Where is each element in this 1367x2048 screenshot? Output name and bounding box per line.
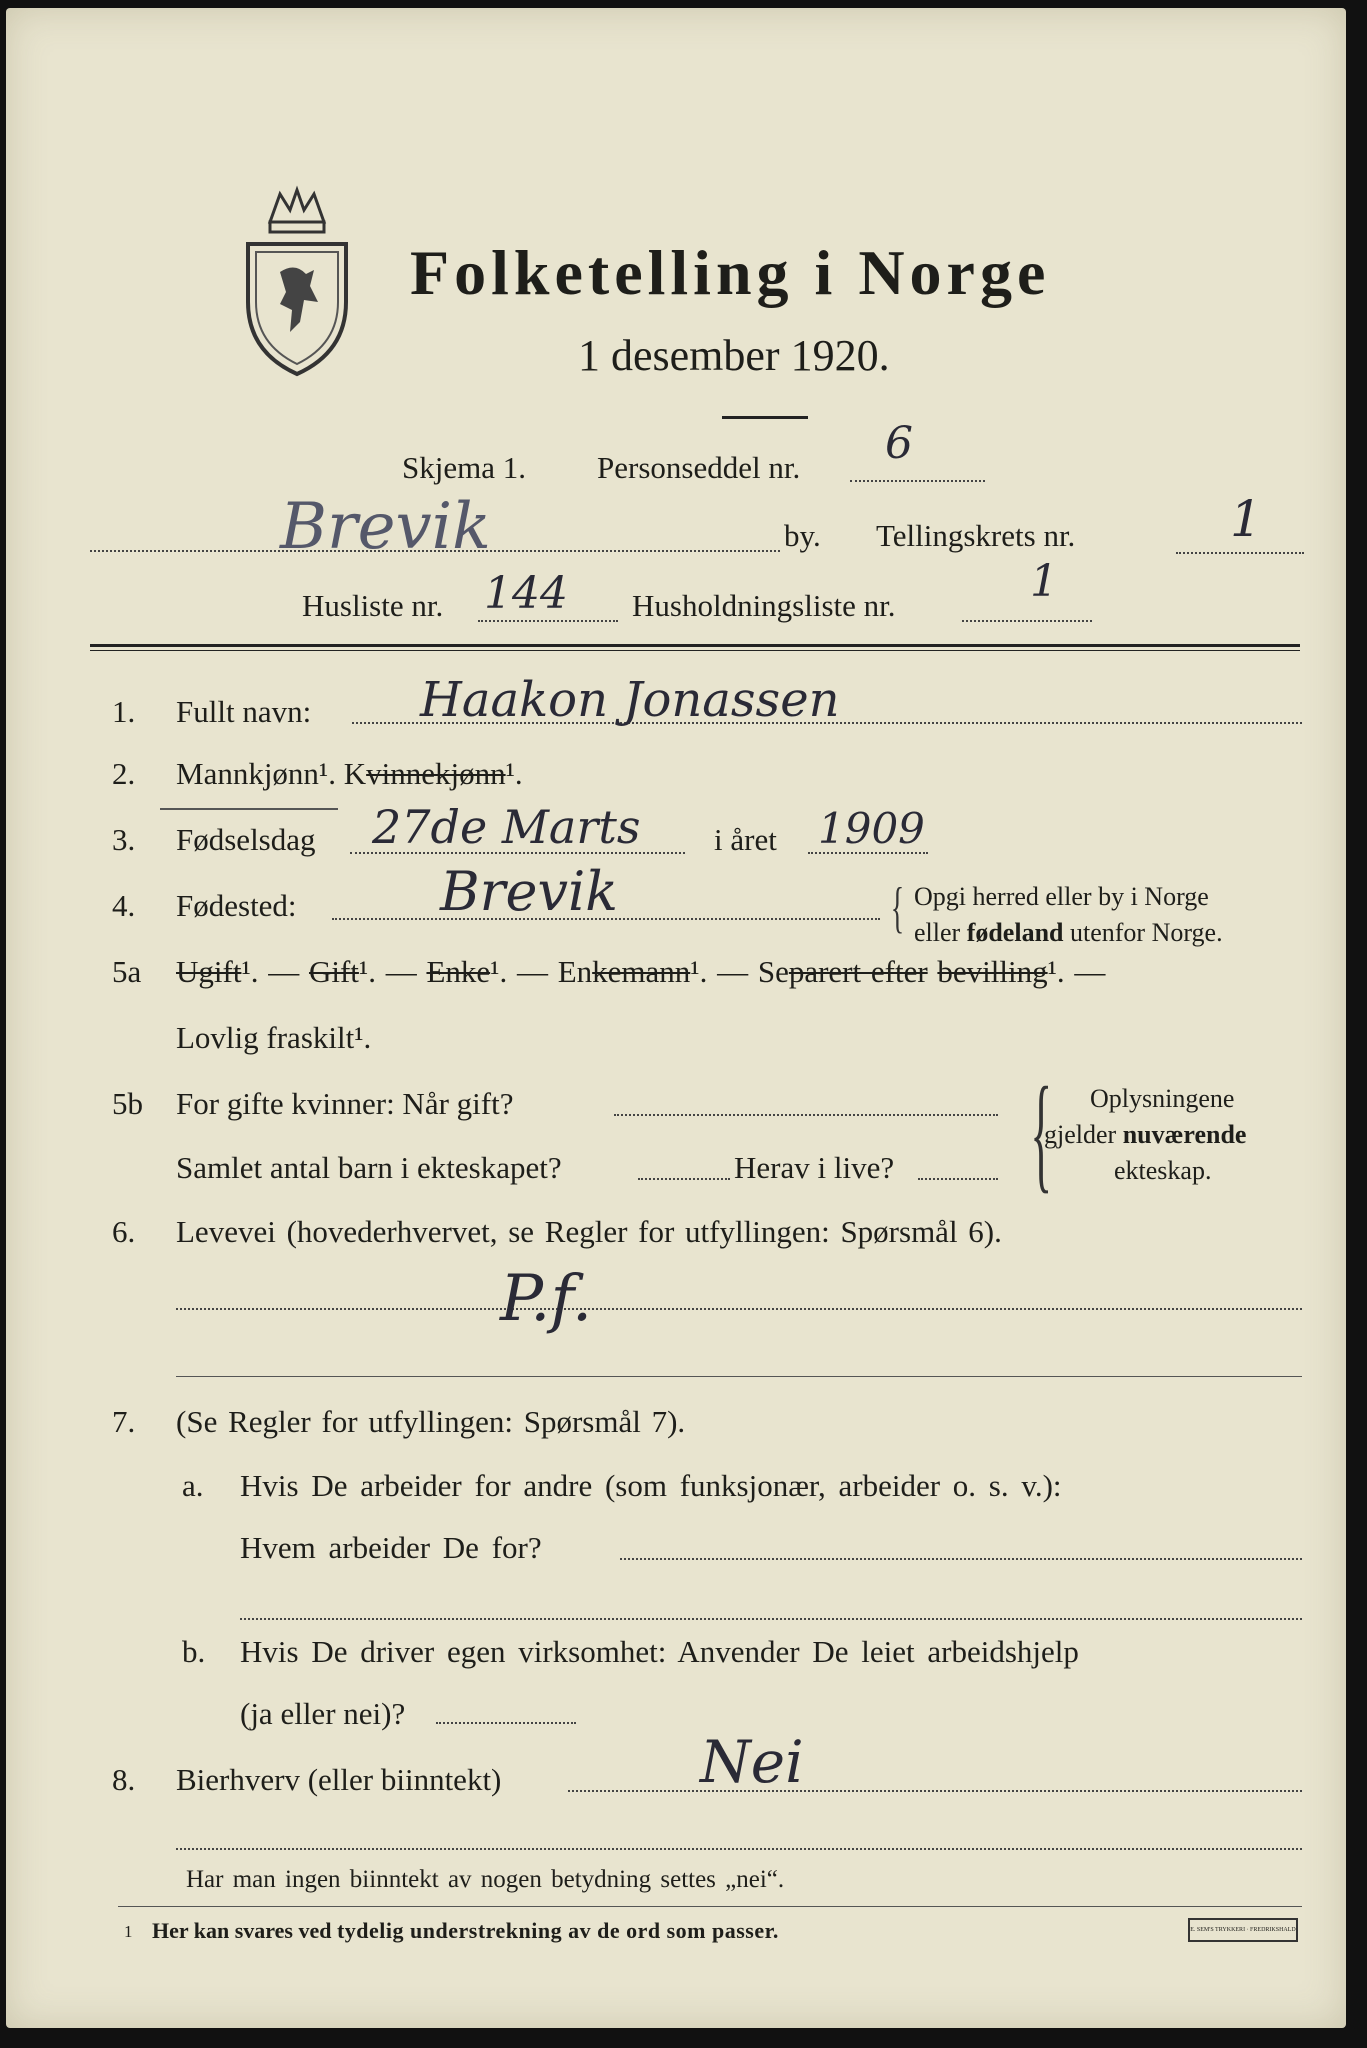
q5a-sep-2: ¹. — bbox=[358, 954, 417, 989]
q6-line-2 bbox=[176, 1376, 1302, 1377]
q6-label: Levevei (hovederhvervet, se Regler for utfyllingen: Spørsmål 6). bbox=[176, 1214, 1002, 1249]
q5b-barn-line bbox=[638, 1178, 730, 1180]
husholdning-line bbox=[962, 620, 1092, 622]
q5a-number: 5a bbox=[112, 954, 142, 989]
q5b-gift-line bbox=[614, 1114, 998, 1116]
q3-number: 3. bbox=[112, 822, 136, 857]
q5a-parert-efter: parert efter bbox=[788, 954, 928, 989]
census-form bbox=[6, 8, 1346, 2028]
q2-mann: Mannkjønn¹. bbox=[176, 756, 336, 791]
tellingskrets-label: Tellingskrets nr. bbox=[876, 518, 1076, 553]
q8-label: Bierhverv (eller biinntekt) bbox=[176, 1762, 502, 1797]
q8-line-2 bbox=[176, 1848, 1302, 1850]
q3-underline-mark bbox=[160, 808, 338, 810]
q3-year-value: 1909 bbox=[818, 804, 925, 853]
q5b-label-3: Herav i live? bbox=[734, 1150, 895, 1185]
q2-kvinne-end: ¹. bbox=[505, 756, 523, 791]
footnote-number: 1 bbox=[124, 1922, 133, 1941]
q8-line bbox=[568, 1790, 1302, 1792]
q4-value: Brevik bbox=[440, 860, 618, 923]
footnote-text-a: Her kan svares ved bbox=[152, 1918, 337, 1943]
q1-label: Fullt navn: bbox=[176, 694, 312, 729]
q7-number: 7. bbox=[112, 1404, 136, 1439]
form-date: 1 desember 1920. bbox=[578, 331, 890, 380]
q5b-note-2 bbox=[1044, 1120, 1246, 1150]
q6-number: 6. bbox=[112, 1214, 136, 1249]
q4-note-2b: fødeland bbox=[966, 918, 1064, 947]
header-double-rule-2 bbox=[90, 650, 1300, 651]
q7b-text: Hvis De driver egen virksomhet: Anvender De leiet arbeidshjelp bbox=[240, 1634, 1079, 1669]
footnote-text bbox=[152, 1918, 779, 1944]
husholdning-label: Husholdningsliste nr. bbox=[632, 588, 896, 623]
q2-kvinne-struck: vinnekjønn bbox=[366, 756, 506, 791]
q8-value: Nei bbox=[700, 1728, 804, 1796]
q7a-text: Hvis De arbeider for andre (som funksjonær, arbeider o. s. v.): bbox=[240, 1468, 1062, 1503]
q5a-bevilling: bevilling bbox=[937, 954, 1048, 989]
q3-year-label: i året bbox=[714, 822, 777, 857]
q7b-line bbox=[436, 1722, 576, 1724]
husholdning-value: 1 bbox=[1030, 556, 1058, 607]
q5b-note-3: ekteskap. bbox=[1114, 1156, 1212, 1185]
q1-value: Haakon Jonassen bbox=[420, 672, 840, 728]
q5b-brace: { bbox=[1030, 1061, 1053, 1205]
tellingskrets-value: 1 bbox=[1230, 490, 1262, 548]
title-divider bbox=[722, 416, 808, 419]
q5a-kemann: kemann bbox=[592, 954, 691, 989]
q4-brace: { bbox=[890, 877, 905, 939]
q7b-question: (ja eller nei)? bbox=[240, 1696, 406, 1731]
q5a-gift: Gift bbox=[308, 954, 359, 989]
form-title: Folketelling i Norge bbox=[410, 237, 1051, 308]
q4-note-2a: eller bbox=[914, 918, 967, 947]
q2-number: 2. bbox=[112, 756, 136, 791]
q4-label: Fødested: bbox=[176, 888, 297, 923]
husliste-value: 144 bbox=[484, 568, 568, 619]
q4-note-1: Opgi herred eller by i Norge bbox=[914, 882, 1209, 911]
q2-options bbox=[176, 756, 523, 792]
by-label: by. bbox=[784, 518, 821, 553]
tellingskrets-line bbox=[1176, 552, 1304, 554]
footer-note: Har man ingen biinntekt av nogen betydning settes „nei“. bbox=[186, 1866, 785, 1893]
q7a-question: Hvem arbeider De for? bbox=[240, 1530, 542, 1565]
q5b-note-2b: nuværende bbox=[1122, 1120, 1247, 1149]
footer-rule bbox=[118, 1906, 1302, 1907]
q4-note-2c: utenfor Norge. bbox=[1063, 918, 1223, 947]
town-value: Brevik bbox=[280, 490, 491, 564]
q5a-enke: Enke bbox=[426, 954, 491, 989]
norway-coat-of-arms-icon bbox=[240, 182, 354, 378]
q5a-lovlig: Lovlig fraskilt¹. bbox=[176, 1020, 372, 1055]
q5a-en: En bbox=[557, 954, 593, 989]
q7a-letter: a. bbox=[182, 1468, 204, 1503]
q5b-label-2: Samlet antal barn i ekteskapet? bbox=[176, 1150, 562, 1185]
husliste-label: Husliste nr. bbox=[302, 588, 444, 623]
header-double-rule bbox=[90, 644, 1300, 647]
q5b-label-1: For gifte kvinner: Når gift? bbox=[176, 1086, 514, 1121]
q1-number: 1. bbox=[112, 694, 136, 729]
q5b-note-1: Oplysningene bbox=[1090, 1084, 1235, 1113]
q3-label: Fødselsdag bbox=[176, 822, 316, 857]
q5a-sep-3: ¹. — bbox=[490, 954, 548, 989]
q4-number: 4. bbox=[112, 888, 136, 923]
personseddel-line bbox=[850, 480, 985, 482]
q5a-ugift: Ugift bbox=[176, 954, 242, 989]
personseddel-label: Personseddel nr. bbox=[597, 450, 801, 485]
q5a-sep-1: ¹. — bbox=[241, 954, 300, 989]
q3-day-value: 27de Marts bbox=[372, 800, 641, 854]
q7-label: (Se Regler for utfyllingen: Spørsmål 7). bbox=[176, 1404, 686, 1439]
q4-note-2 bbox=[914, 918, 1223, 948]
q7b-letter: b. bbox=[182, 1634, 206, 1669]
q5b-live-line bbox=[918, 1178, 998, 1180]
q5b-note-2a: gjelder bbox=[1044, 1120, 1123, 1149]
q7a-line-2 bbox=[240, 1618, 1302, 1620]
skjema-label: Skjema 1. bbox=[402, 450, 526, 485]
q7a-line-1 bbox=[620, 1558, 1302, 1560]
q2-kvinne-k: K bbox=[343, 756, 367, 791]
printer-stamp: E. SEM'S TRYKKERI · FREDRIKSHALD bbox=[1188, 1918, 1298, 1942]
q8-number: 8. bbox=[112, 1762, 136, 1797]
personseddel-value: 6 bbox=[885, 418, 913, 469]
husliste-line bbox=[478, 620, 618, 622]
q5b-number: 5b bbox=[112, 1086, 143, 1121]
q5a-se: Se bbox=[757, 954, 789, 989]
footnote-text-b: tydelig understrekning av de ord som passer. bbox=[336, 1918, 779, 1943]
q5a-options bbox=[176, 954, 1105, 990]
q5a-sep-5: ¹. — bbox=[1047, 954, 1106, 989]
q5a-sep-4: ¹. — bbox=[690, 954, 749, 989]
q6-value: P.f. bbox=[500, 1262, 593, 1336]
q6-line-1 bbox=[176, 1308, 1302, 1310]
